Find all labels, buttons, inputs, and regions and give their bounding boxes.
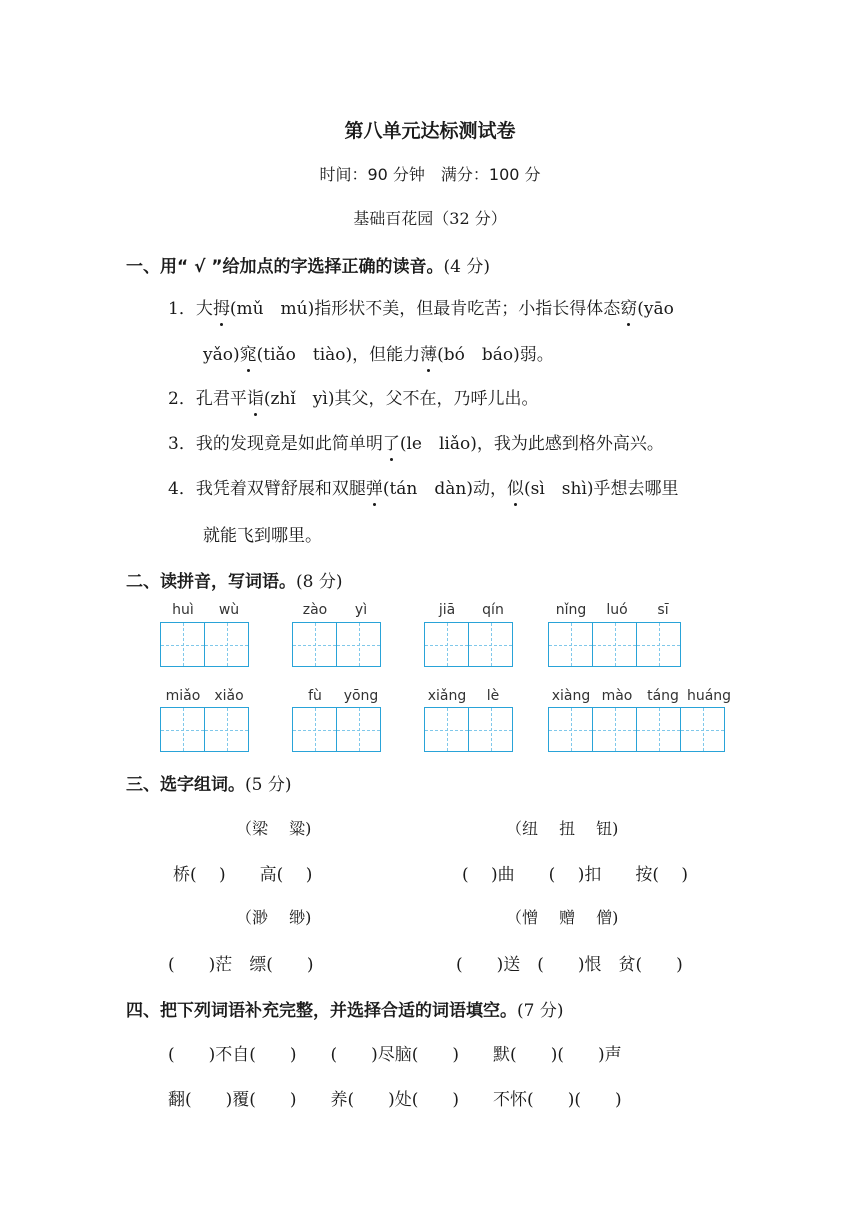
q-text: (tán dàn)动， (382, 479, 507, 499)
q-text: (bó báo)弱。 (437, 345, 554, 365)
pinyin-group (160, 688, 252, 704)
q-number: 2． (168, 389, 196, 409)
question-4-line-2 (203, 521, 322, 546)
writing-grid[interactable] (424, 707, 512, 752)
pinyin-label: jiā (438, 602, 456, 618)
grid-cell[interactable] (292, 707, 337, 752)
section-2-heading (126, 567, 342, 592)
section-1-points: (4 分) (443, 257, 491, 277)
pinyin-label: xiǎo (214, 688, 244, 704)
idiom-blanks[interactable]: 翻( )覆( ) 养( )处( ) 不怀( )( ) (168, 1090, 622, 1110)
grid-cell[interactable] (160, 622, 205, 667)
grid-cell[interactable] (336, 707, 381, 752)
question-2 (168, 384, 538, 409)
q-text: (sì shì)乎想去哪里 (523, 479, 679, 499)
pinyin-label: nǐng (555, 602, 587, 618)
q-text: (tiǎo tiào)，但能力 (256, 345, 421, 365)
pinyin-label: luó (606, 602, 628, 618)
pinyin-group (548, 602, 686, 618)
section-3-title: 三、选字组词。 (126, 775, 245, 795)
pinyin-group (292, 688, 384, 704)
writing-grid[interactable] (160, 707, 248, 752)
question-4-line-1 (168, 474, 679, 499)
section-2-title: 二、读拼音，写词语。 (126, 572, 296, 592)
q-text: (le liǎo)，我为此感到格外高兴。 (399, 434, 664, 454)
pinyin-group (424, 688, 516, 704)
pinyin-label: huáng (686, 688, 732, 704)
question-3 (168, 429, 664, 454)
grid-cell[interactable] (292, 622, 337, 667)
section-3-heading (126, 770, 291, 795)
dotted-char: 窕 (239, 345, 257, 365)
char-options: （憎 赠 僧) (506, 908, 619, 927)
dotted-char: 弹 (365, 479, 383, 499)
grid-cell[interactable] (424, 707, 469, 752)
grid-cell[interactable] (592, 707, 637, 752)
grid-cell[interactable] (548, 707, 593, 752)
writing-grid[interactable] (292, 622, 380, 667)
pinyin-group (424, 602, 516, 618)
writing-grid[interactable] (548, 622, 680, 667)
char-options: （纽 扭 钮) (506, 819, 619, 838)
char-options: （渺 缈) (236, 908, 312, 927)
page-title: 第八单元达标测试卷 (344, 120, 516, 142)
section-4-title: 四、把下列词语补充完整，并选择合适的词语填空。 (126, 1001, 517, 1021)
pinyin-label: miǎo (165, 688, 201, 704)
pinyin-group (292, 602, 384, 618)
q-text: 我的发现竟是如此简单明 (195, 434, 383, 454)
section-4-points: (7 分) (517, 1001, 564, 1021)
q-text: 我凭着双臂舒展和双腿 (195, 479, 366, 499)
idiom-blanks[interactable]: ( )不自( ) ( )尽脑( ) 默( )( )声 (168, 1045, 622, 1065)
grid-cell[interactable] (592, 622, 637, 667)
section-2-points: (8 分) (296, 572, 343, 592)
fill-blanks[interactable]: ( )送 ( )恨 贫( ) (456, 955, 683, 975)
grid-cell[interactable] (548, 622, 593, 667)
pinyin-label: zào (302, 602, 328, 618)
q-text: (mǔ mú)指形状不美，但最肯吃苦；小指长得体态 (229, 299, 621, 319)
dotted-char: 拇 (212, 299, 230, 319)
grid-cell[interactable] (336, 622, 381, 667)
pinyin-group (548, 688, 732, 704)
q-text: (zhǐ yì)其父，父不在，乃呼儿出。 (263, 389, 539, 409)
question-1-line-1 (168, 294, 674, 319)
dotted-char: 薄 (420, 345, 438, 365)
section-4-heading (126, 996, 563, 1021)
q-number: 4． (168, 479, 196, 499)
fill-blanks[interactable]: 桥( ) 高( ) (173, 865, 313, 885)
char-options: （梁 粱) (236, 819, 312, 838)
grid-cell[interactable] (468, 707, 513, 752)
q-text: 就能飞到哪里。 (203, 526, 322, 546)
pinyin-group (160, 602, 252, 618)
pinyin-label: sī (657, 602, 669, 618)
grid-cell[interactable] (680, 707, 725, 752)
writing-grid[interactable] (160, 622, 248, 667)
q-number: 1． (168, 299, 196, 319)
section-1-heading (126, 252, 490, 277)
pinyin-label: yì (354, 602, 368, 618)
grid-cell[interactable] (424, 622, 469, 667)
pinyin-label: fù (308, 688, 322, 704)
dotted-char: 了 (382, 434, 400, 454)
writing-grid[interactable] (292, 707, 380, 752)
pinyin-label: táng (647, 688, 679, 704)
pinyin-label: xiǎng (427, 688, 467, 704)
grid-cell[interactable] (636, 707, 681, 752)
fill-blanks[interactable]: ( )茫 缥( ) (168, 955, 314, 975)
writing-grid[interactable] (424, 622, 512, 667)
section-3-points: (5 分) (245, 775, 292, 795)
grid-cell[interactable] (204, 707, 249, 752)
grid-cell[interactable] (204, 622, 249, 667)
q-text: (yāo (637, 299, 674, 319)
q-number: 3． (168, 434, 196, 454)
q-text: 大 (195, 299, 213, 319)
dotted-char: 窈 (620, 299, 638, 319)
fill-blanks[interactable]: ( )曲 ( )扣 按( ) (462, 865, 689, 885)
pinyin-label: yōng (343, 688, 379, 704)
writing-grid[interactable] (548, 707, 724, 752)
q-text: 孔君平 (195, 389, 247, 409)
pinyin-label: qín (482, 602, 504, 618)
pinyin-label: mào (601, 688, 633, 704)
grid-cell[interactable] (160, 707, 205, 752)
dotted-char: 似 (506, 479, 524, 499)
q-text: yǎo) (203, 345, 240, 365)
dotted-char: 诣 (246, 389, 264, 409)
question-1-line-2 (203, 340, 554, 365)
grid-cell[interactable] (636, 622, 681, 667)
section-1-title: 一、用“ √ ”给加点的字选择正确的读音。 (126, 257, 444, 277)
pinyin-label: lè (486, 688, 500, 704)
pinyin-label: xiàng (551, 688, 591, 704)
exam-meta: 时间：90 分钟 满分：100 分 (319, 165, 541, 184)
grid-cell[interactable] (468, 622, 513, 667)
pinyin-label: huì (172, 602, 194, 618)
part-subtitle: 基础百花园（32 分） (353, 209, 507, 228)
pinyin-label: wù (218, 602, 240, 618)
